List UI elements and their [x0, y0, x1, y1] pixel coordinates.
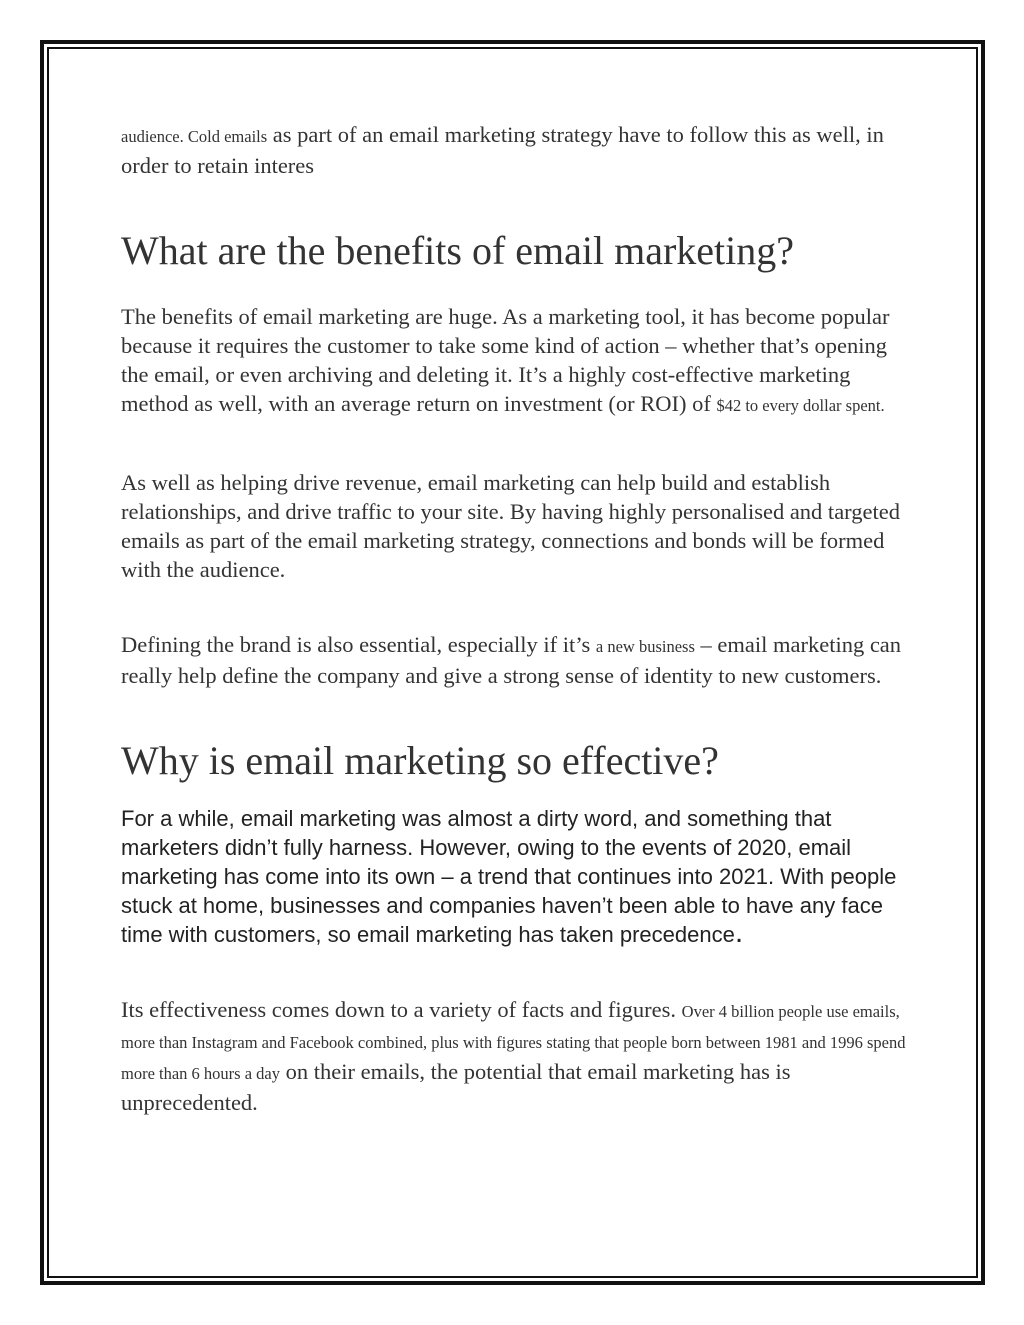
intro-small-text: audience. Cold emails	[121, 127, 268, 146]
effective-1-end-dot: .	[734, 916, 744, 949]
effective-paragraph-2	[121, 995, 911, 1117]
benefits-3-text-a: Defining the brand is also essential, especially if it’s	[121, 632, 596, 657]
benefits-paragraph-3	[121, 630, 911, 690]
heading-effective: Why is email marketing so effective?	[121, 738, 719, 783]
document-body	[121, 120, 911, 1117]
effective-2-text-a: Its effectiveness comes down to a variety of facts and figures.	[121, 997, 682, 1022]
intro-text: as part of an email marketing strategy have to follow this as well, in order to retain interes	[121, 122, 884, 178]
effective-2-text-c: on their emails, the potential that email marketing has is unprecedented.	[121, 1059, 791, 1115]
benefits-3-text-c: – email marketing can really help define the company and give a strong sense of identity to new customers.	[121, 632, 902, 688]
effective-paragraph-1	[121, 804, 911, 949]
intro-paragraph	[121, 120, 911, 180]
effective-1-text: For a while, email marketing was almost a dirty word, and something that marketers didn’t fully harness. However, owing to the events of 2020, email marketing has come into its own – a trend that continues into 2021. With people stuck at home, businesses and companies haven’t been able to have any face time with customers, so email marketing has taken precedence	[121, 806, 897, 947]
effective-2-small-text: Over 4 billion people use emails, more than Instagram and Facebook combined, plus with figures stating that people born between 1981 and 1996 spend more than 6 hours a day	[121, 1002, 906, 1083]
benefits-1-small-text: $42 to every dollar spent.	[716, 396, 885, 415]
benefits-paragraph-2: As well as helping drive revenue, email marketing can help build and establish relationships, and drive traffic to your site. By having highly personalised and targeted emails as part of the email marketing strategy, connections and bonds will be formed with the audience.	[121, 470, 900, 582]
benefits-1-text: The benefits of email marketing are huge. As a marketing tool, it has become popular because it requires the customer to take some kind of action – whether that’s opening the email, or even archiving and deleting it. It’s a highly cost-effective marketing method as well, with an average return on investment (or ROI) of	[121, 304, 890, 416]
heading-benefits: What are the benefits of email marketing?	[121, 228, 795, 273]
benefits-3-small-text: a new business	[595, 637, 695, 656]
benefits-paragraph-1	[121, 302, 911, 420]
